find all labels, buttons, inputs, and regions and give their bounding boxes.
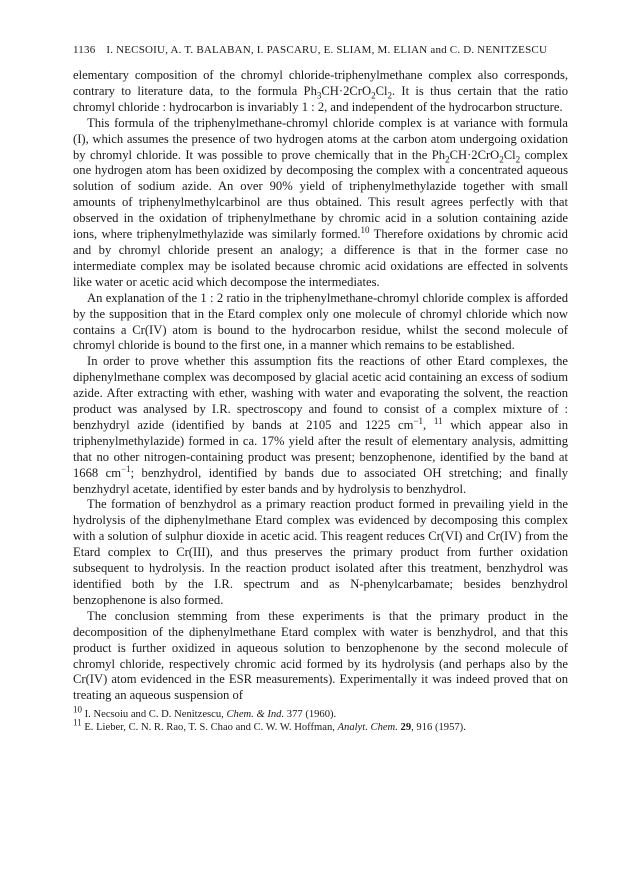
text-run: Cl — [503, 147, 516, 162]
text-run: 29 — [400, 722, 412, 734]
text-run: 2 — [445, 154, 450, 165]
journal-page — [73, 44, 568, 735]
text-run: complex one hydrogen atom has been oxidized by decomposing the complex with a concentrated aqueous solution of sodium azide. An over 90% yield of triphenylmethylazide together with small amounts of triphenylmethylcarbinol are thus obtained. This result agrees perfectly with that observed in the oxidation of triphenylmethane by chromic acid in a solution containing azide ions, where triphenylmethylazide was similarly formed. — [73, 147, 568, 242]
text-run: −1 — [121, 463, 131, 474]
text-run: −1 — [413, 415, 424, 426]
paragraph — [73, 291, 568, 355]
footnotes — [73, 704, 568, 734]
article-body — [73, 68, 568, 704]
text-run: Therefore oxidations by chromic acid and by chromyl chloride present an analogy; a difference is that in the former case no intermediate complex may be isolated because chromic acid oxidations are effected in solvents like water or acetic acid which decompose the intermediates. — [73, 227, 568, 289]
text-run: ; benzhydrol, identified by bands due to associated OH stretching; and finally benzhydryl acetate, identified by ester bands and by hydrolysis to benzhydrol. — [73, 465, 568, 496]
text-run: 3 — [316, 90, 322, 101]
text-run: CH·2CrO — [449, 147, 500, 162]
paragraph — [73, 68, 568, 116]
text-run: 2 — [387, 90, 392, 101]
text-run: E. Lieber, C. N. R. Rao, T. S. Chao and C. W. W. Hoffman, — [81, 722, 338, 734]
footnote — [73, 717, 568, 734]
paragraph — [73, 354, 568, 497]
text-run: elementary composition of the chromyl chloride-triphenylmethane complex also corresponds, contrary to literature data, to the formula Ph — [73, 68, 568, 98]
paragraph — [73, 609, 568, 704]
text-run: 11 — [433, 415, 443, 426]
paragraph — [73, 116, 568, 291]
text-run: . It is thus certain that the ratio chromyl chloride : hydrocarbon is invariably 1 : 2, and independent of the hydrocarbon structure. — [73, 83, 568, 114]
running-header — [73, 44, 568, 56]
text-run: I. Necsoiu and C. D. Nenitzescu, — [82, 709, 227, 721]
text-run: 11 — [73, 717, 82, 728]
footnote — [73, 704, 568, 721]
text-run: 10 — [360, 224, 370, 235]
text-run: In order to prove whether this assumption fits the reactions of other Etard complexes, the diphenylmethane complex was decomposed by glacial acetic acid containing an excess of sodium azide. After extracting with ether, washing with water and evaporating the solvent, the reaction product was analysed by I.R. spectroscopy and found to consist of a complex mixture of : benzhydryl azide (identified by bands at 2105 and 1225 cm — [73, 354, 568, 432]
text-run: which appear also in triphenylmethylazide) formed in ca. 17% yield after the result of elementary analysis, admitting that no other nitrogen-containing product was present; benzophenone, identified by the band at 1668 cm — [73, 417, 569, 480]
text-run: , 916 (1957). — [411, 722, 466, 734]
page-number: 1136 — [73, 44, 96, 56]
text-run: 2 — [499, 154, 504, 165]
text-run: Cl — [375, 83, 388, 98]
text-run: CH·2CrO — [321, 83, 372, 98]
text-run: 10 — [73, 704, 82, 715]
text-run: 2 — [371, 90, 376, 101]
text-run: 2 — [515, 154, 521, 165]
text-run: The conclusion stemming from these experiments is that the primary product in the decomposition of the diphenylmethane Etard complex with water is benzhydrol, and that this product is further oxidized in aqueous solution to benzophenone by the second molecule of chromyl chloride, respectively chromic acid formed by its hydrolysis (and perhaps also by the Cr(IV) atom evidenced in the ESR measurements). Experimentally it was indeed proved that on treating an aqueous suspension of — [73, 608, 568, 703]
text-run: , — [423, 417, 434, 432]
text-run: This formula of the triphenylmethane-chromyl chloride complex is at variance with formula (I), which assumes the presence of two hydrogen atoms at the carbon atom undergoing oxidation by chromyl chloride. It was possible to prove chemically that in the Ph — [73, 115, 568, 162]
text-run: Analyt. Chem. — [337, 722, 398, 734]
text-run: The formation of benzhydrol as a primary reaction product formed in prevailing yield in the hydrolysis of the diphenylmethane Etard complex was evidenced by decomposing this complex with a solution of sulphur dioxide in acetic acid. This reagent reduces Cr(VI) and Cr(IV) from the Etard complex to Cr(III), and thus preserves the primary product from further oxidation subsequent to hydrolysis. In the reaction product isolated after this treatment, benzhydrol was identified both by the I.R. spectrum and as N-phenylcarbamate; besides benzhydrol benzophenone is also formed. — [73, 497, 568, 607]
text-run: An explanation of the 1 : 2 ratio in the triphenylmethane-chromyl chloride complex is afforded by the supposition that in the Etard complex only one molecule of chromyl chloride which now contains a Cr(IV) atom is bound to the hydrocarbon residue, whilst the second molecule of chromyl chloride is bound to the first one, in a manner which remains to be established. — [73, 290, 568, 353]
text-run: Chem. & Ind. — [226, 709, 285, 721]
text-run: 377 (1960). — [284, 709, 337, 721]
paragraph — [73, 497, 568, 608]
author-list: I. NECSOIU, A. T. BALABAN, I. PASCARU, E. SLIAM, M. ELIAN and C. D. NENITZESCU — [106, 44, 548, 56]
